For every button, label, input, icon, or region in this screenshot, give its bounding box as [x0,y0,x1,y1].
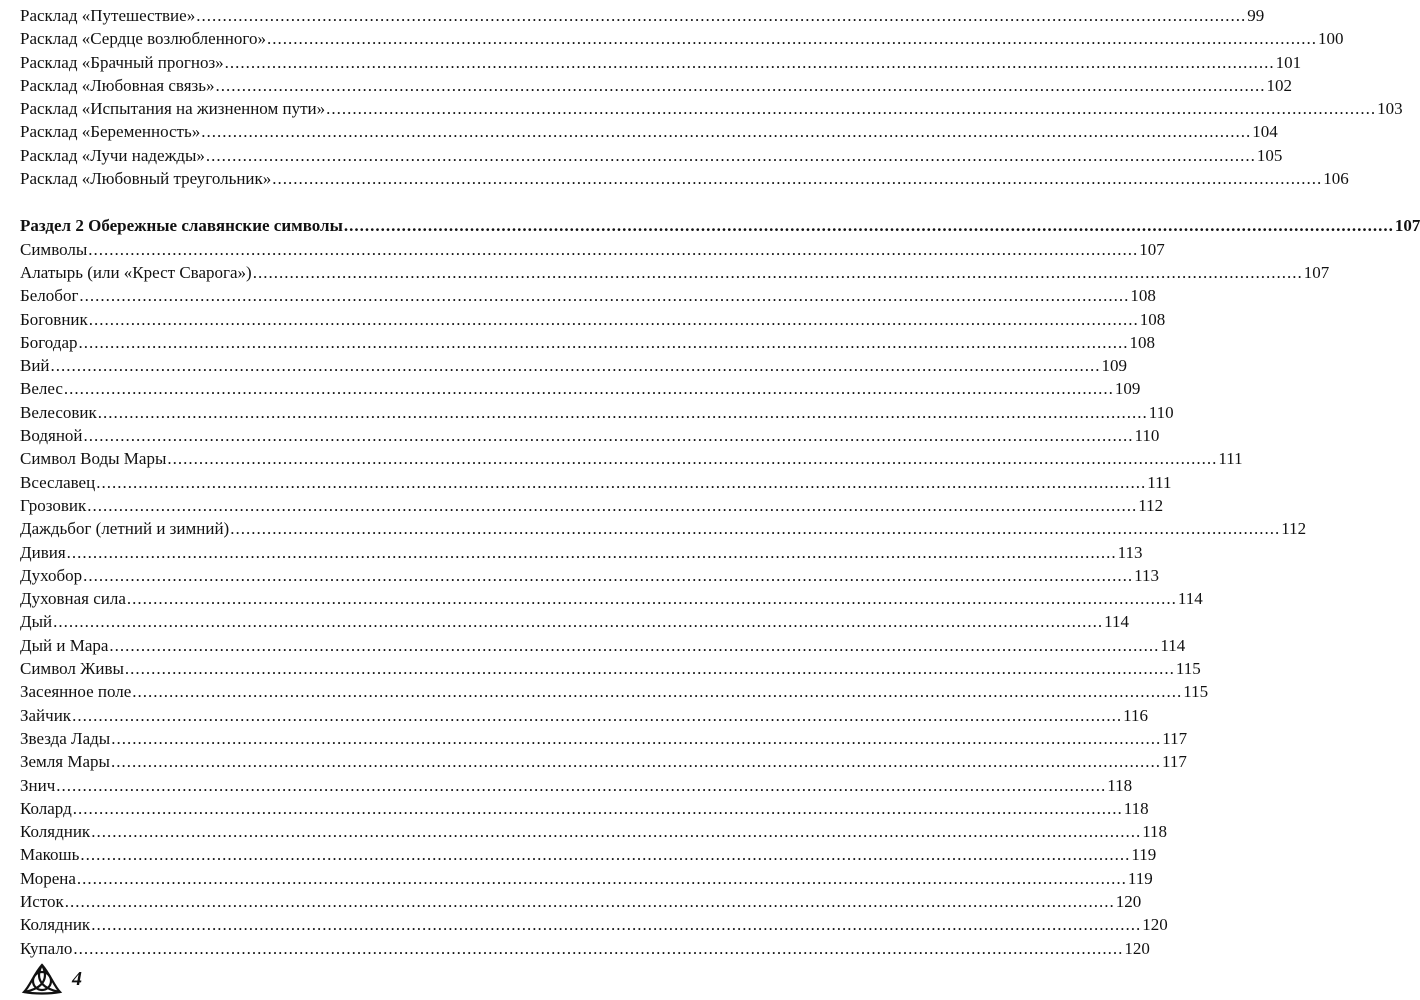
leader-dots: ........................................................................................................................................................................................................ [83,426,1134,446]
toc-entry-page: 101 [1275,52,1302,72]
toc-entry-page: 109 [1101,356,1128,376]
toc-entry-label: Колард [20,798,72,818]
toc-entry-label: Колядник [20,915,91,935]
toc-entry-label: Вий [20,356,50,376]
toc-entry[interactable] [20,354,1128,377]
toc-entry-label: Символ Живы [20,659,124,679]
toc-entry-page: 113 [1134,565,1159,585]
toc-entry[interactable] [20,890,1142,913]
triquetra-icon [20,962,64,996]
toc-entry-page: 109 [1114,379,1141,399]
toc-entry[interactable] [20,797,1149,820]
toc-entry-page: 118 [1142,822,1168,842]
leader-dots: ........................................................................................................................................................................................................ [126,589,1177,609]
toc-entry-page: 114 [1160,635,1186,655]
toc-entry[interactable] [20,564,1159,587]
toc-entry-label: Макошь [20,845,80,865]
toc-entry-label: Расклад «Любовная связь» [20,75,215,95]
leader-dots: ........................................................................................................................................................................................................ [110,752,1161,772]
leader-dots: ........................................................................................................................................................................................................ [63,379,1114,399]
leader-dots: ........................................................................................................................................................................................................ [111,728,1162,748]
toc-entry[interactable] [20,657,1201,680]
toc-entry[interactable] [20,97,1403,120]
toc-top-list [20,4,1403,190]
leader-dots: ........................................................................................................................................................................................................ [88,239,1139,259]
leader-dots: ........................................................................................................................................................................................................ [266,29,1317,49]
toc-entry-label: Белобог [20,286,79,306]
toc-entry[interactable] [20,494,1164,517]
toc-entry[interactable] [20,727,1188,750]
toc-entry-page: 100 [1317,29,1344,49]
toc-entry-label: Засеянное поле [20,682,132,702]
toc-entry-page: 106 [1323,169,1349,189]
page-number: 4 [72,967,82,990]
toc-entry[interactable] [20,541,1143,564]
leader-dots: ........................................................................................................................................................................................................ [132,682,1183,702]
toc-entry-page: 111 [1218,449,1243,469]
section-gap [20,190,710,214]
toc-entry-label: Исток [20,891,64,911]
toc-entry-page: 113 [1117,542,1143,562]
toc-entry[interactable] [20,610,1129,633]
leader-dots: ........................................................................................................................................................................................................ [91,822,1142,842]
toc-entry[interactable] [20,27,1344,50]
toc-entry-label: Звезда Лады [20,728,111,748]
toc-entry-page: 119 [1127,868,1153,888]
toc-entry-page: 105 [1256,145,1283,165]
leader-dots: ........................................................................................................................................................................................................ [205,145,1256,165]
leader-dots: ........................................................................................................................................................................................................ [201,122,1252,142]
toc-entry-page: 115 [1175,659,1201,679]
toc-entry-label: Богодар [20,332,78,352]
toc-entry-page: 102 [1266,75,1292,95]
toc-entry[interactable] [20,704,1148,727]
toc-entry-page: 115 [1183,682,1209,702]
leader-dots: ........................................................................................................................................................................................................ [196,6,1247,25]
leader-dots: ........................................................................................................................................................................................................ [76,868,1127,888]
leader-dots: ........................................................................................................................................................................................................ [72,798,1123,818]
leader-dots: ........................................................................................................................................................................................................ [109,635,1160,655]
toc-entry[interactable] [20,937,1150,960]
leader-dots: ........................................................................................................................................................................................................ [215,75,1266,95]
leader-dots: ........................................................................................................................................................................................................ [78,332,1129,352]
toc-entry-label: Колядник [20,822,91,842]
toc-entry-label: Даждьбог (летний и зимний) [20,519,230,539]
toc-entry[interactable] [20,517,1307,540]
toc-entry-page: 118 [1107,775,1133,795]
leader-dots: ........................................................................................................................................................................................................ [252,262,1303,282]
toc-entry-page: 110 [1148,402,1174,422]
toc-entry[interactable] [20,284,1156,307]
toc-entry[interactable] [20,401,1174,424]
toc-entry-page: 108 [1129,332,1156,352]
leader-dots: ........................................................................................................................................................................................................ [88,309,1139,329]
toc-entry-page: 112 [1281,519,1307,539]
toc-entry-page: 107 [1303,262,1330,282]
toc-entry-label: Расклад «Беременность» [20,122,201,142]
leader-dots: ........................................................................................................................................................................................................ [64,891,1115,911]
leader-dots: ........................................................................................................................................................................................................ [97,402,1148,422]
toc-entry-page: 107 [1394,216,1420,236]
leader-dots: ........................................................................................................................................................................................................ [83,565,1134,585]
toc-entry[interactable] [20,867,1153,890]
leader-dots: ........................................................................................................................................................................................................ [167,449,1218,469]
toc-entry[interactable] [20,424,1160,447]
leader-dots: ........................................................................................................................................................................................................ [72,705,1123,725]
toc-entry-page: 120 [1124,938,1150,958]
toc-entry-page: 104 [1252,122,1278,142]
toc-entry-page: 114 [1104,612,1129,632]
toc-entry-label: Расклад «Путешествие» [20,6,196,25]
leader-dots: ........................................................................................................................................................................................................ [124,659,1175,679]
leader-dots: ........................................................................................................................................................................................................ [66,542,1117,562]
toc-entry-page: 111 [1147,472,1172,492]
toc-entry-page: 118 [1123,798,1149,818]
leader-dots: ........................................................................................................................................................................................................ [53,612,1104,632]
leader-dots: ........................................................................................................................................................................................................ [79,286,1130,306]
toc-entry-label: Расклад «Испытания на жизненном пути» [20,99,326,119]
toc-entry[interactable] [20,447,1243,470]
toc-entry-label: Земля Мары [20,752,110,772]
toc-entry[interactable] [20,680,1209,703]
toc-entry-label: Духобор [20,565,83,585]
toc-entry[interactable] [20,750,1187,773]
toc-entry-page: 117 [1161,752,1187,772]
toc-entry-label: Всеславец [20,472,96,492]
leader-dots: ........................................................................................................................................................................................................ [50,356,1101,376]
toc-section-list [20,238,1330,960]
toc-entry-label: Велесовик [20,402,97,422]
toc-entry[interactable] [20,120,1278,143]
leader-dots: ........................................................................................................................................................................................................ [224,52,1275,72]
toc-entry[interactable] [20,820,1168,843]
leader-dots: ........................................................................................................................................................................................................ [230,519,1281,539]
toc-entry[interactable] [20,51,1302,74]
toc-entry-page: 117 [1162,728,1188,748]
toc-entry-page: 112 [1138,495,1164,515]
toc-entry-label: Боговник [20,309,88,329]
toc-entry[interactable] [20,913,1168,936]
toc-entry-label: Велес [20,379,63,399]
toc-entry[interactable] [20,331,1156,354]
leader-dots: ........................................................................................................................................................................................................ [96,472,1147,492]
toc-entry-label: Знич [20,775,56,795]
toc-entry-page: 114 [1177,589,1203,609]
toc-entry-page: 108 [1130,286,1156,306]
toc-entry[interactable] [20,587,1203,610]
leader-dots: ........................................................................................................................................................................................................ [80,845,1131,865]
toc-entry-label: Духовная сила [20,589,126,609]
toc-entry[interactable] [20,634,1186,657]
toc-entry[interactable] [20,377,1141,400]
table-of-contents [20,4,1420,960]
leader-dots: ........................................................................................................................................................................................................ [91,915,1142,935]
toc-entry-page: 119 [1131,845,1157,865]
toc-entry-label: Символы [20,239,88,259]
toc-entry-label: Расклад «Сердце возлюбленного» [20,29,266,49]
toc-entry-label: Дый [20,612,53,632]
toc-entry-page: 120 [1142,915,1168,935]
leader-dots: ........................................................................................................................................................................................................ [343,216,1394,236]
toc-entry-label: Дый и Мара [20,635,109,655]
toc-entry-label: Дивия [20,542,66,562]
toc-entry-label: Алатырь (или «Крест Сварога») [20,262,252,282]
toc-entry-page: 116 [1123,705,1148,725]
toc-entry-page: 120 [1115,891,1142,911]
leader-dots: ........................................................................................................................................................................................................ [73,938,1124,958]
toc-entry-label: Грозовик [20,495,87,515]
toc-entry-label: Расклад «Любовный треугольник» [20,169,272,189]
leader-dots: ........................................................................................................................................................................................................ [56,775,1107,795]
leader-dots: ........................................................................................................................................................................................................ [87,495,1138,515]
toc-entry-label: Символ Воды Мары [20,449,167,469]
toc-entry[interactable] [20,774,1133,797]
leader-dots: ........................................................................................................................................................................................................ [326,99,1377,119]
toc-entry-page: 103 [1377,99,1403,119]
toc-entry[interactable] [20,238,1165,261]
toc-entry[interactable] [20,308,1166,331]
toc-entry-page: 108 [1139,309,1166,329]
toc-entry-page: 107 [1139,239,1165,259]
toc-entry[interactable] [20,471,1172,494]
page-footer [20,962,82,996]
toc-entry-page: 110 [1134,426,1160,446]
toc-entry[interactable] [20,843,1157,866]
toc-entry-label: Водяной [20,426,83,446]
toc-entry[interactable] [20,261,1330,284]
toc-entry-label: Зайчик [20,705,72,725]
toc-entry-label: Морена [20,868,76,888]
toc-entry[interactable] [20,74,1292,97]
toc-entry-label: Купало [20,938,73,958]
leader-dots: ........................................................................................................................................................................................................ [272,169,1323,189]
toc-entry-label: Расклад «Лучи надежды» [20,145,205,165]
toc-entry[interactable] [20,144,1283,167]
toc-entry[interactable] [20,167,1349,190]
toc-entry-label: Раздел 2 Обережные славянские символы [20,216,343,236]
toc-entry-label: Расклад «Брачный прогноз» [20,52,224,72]
toc-entry[interactable] [20,4,1265,27]
toc-section-heading[interactable] [20,214,1420,237]
toc-entry-page: 99 [1247,6,1265,25]
